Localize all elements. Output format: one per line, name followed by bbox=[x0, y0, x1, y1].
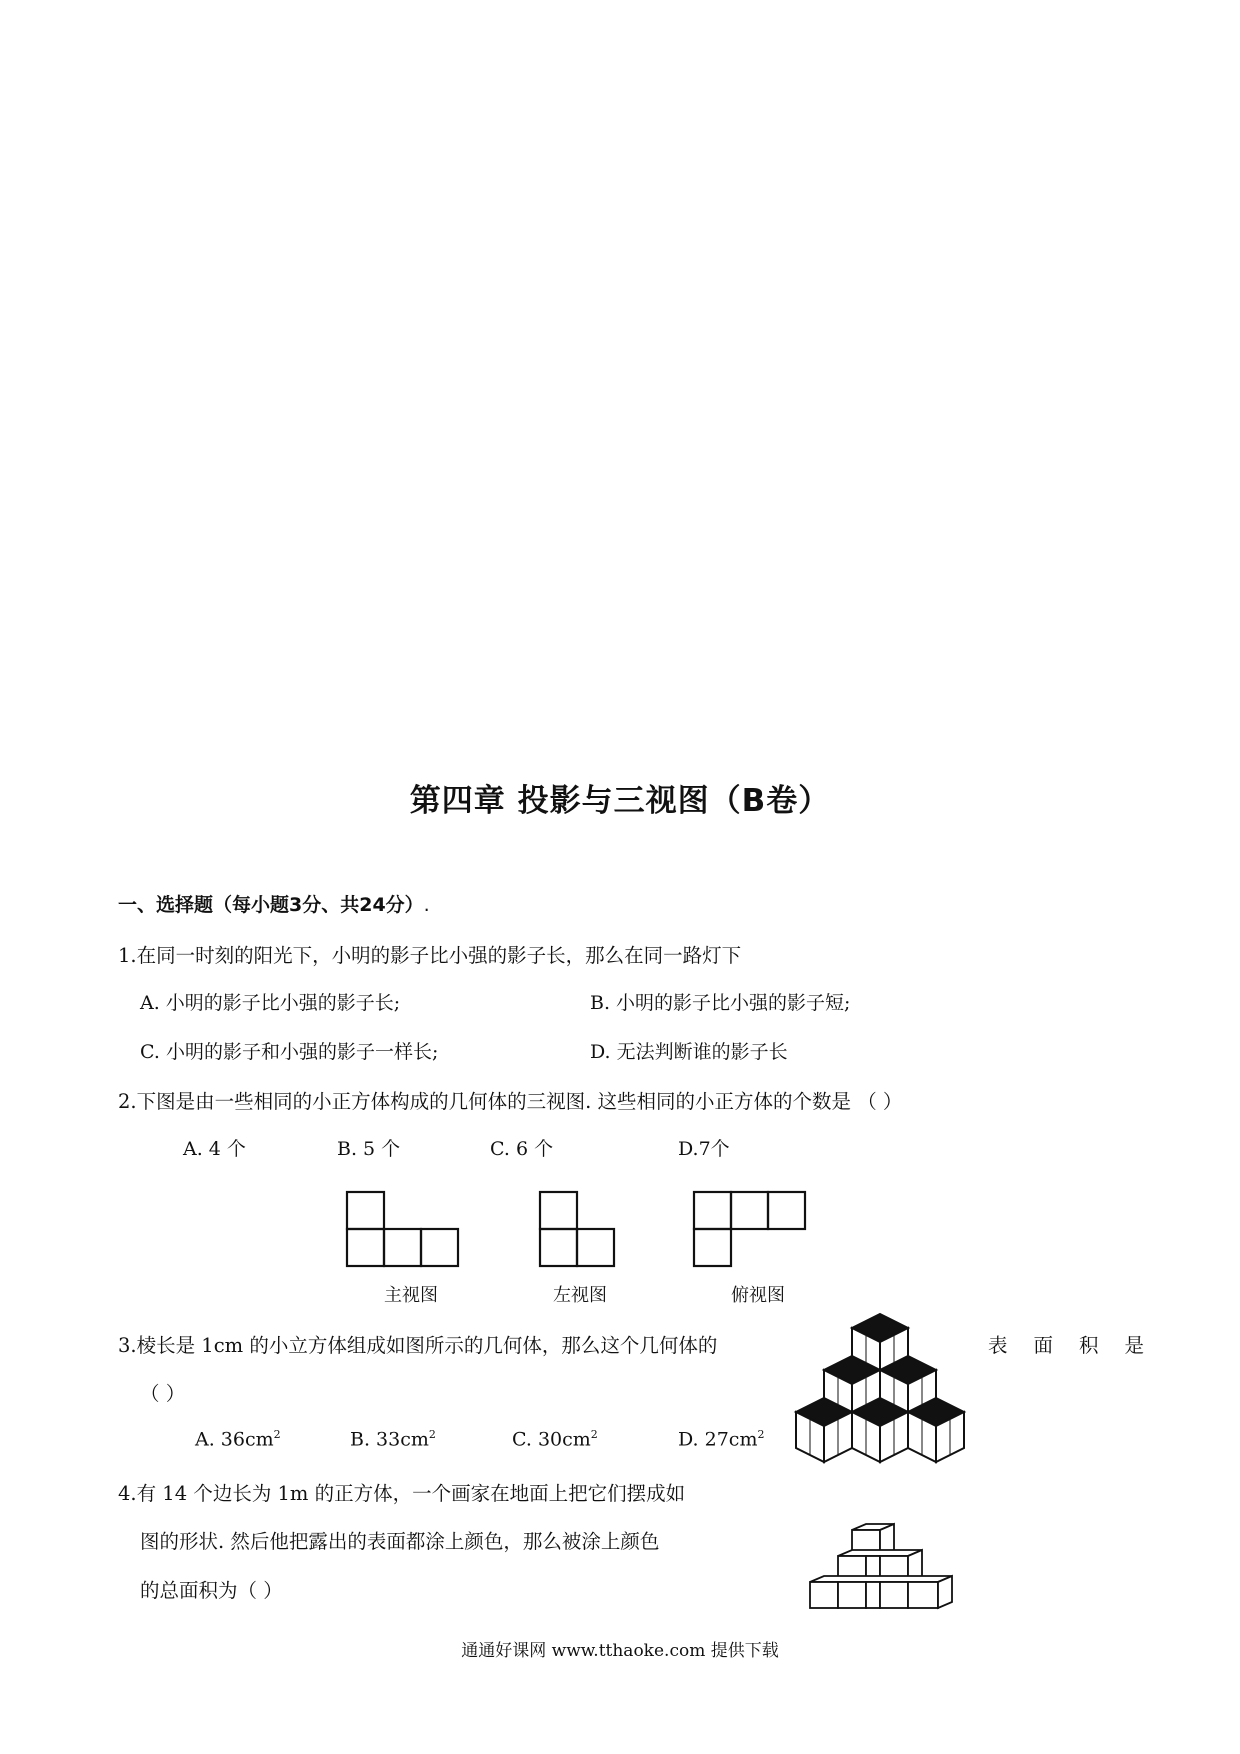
q1-option-c: C. 小明的影子和小强的影子一样长; bbox=[140, 1041, 439, 1063]
top-view-caption: 俯视图 bbox=[731, 1285, 785, 1306]
q1-option-d: D. 无法判断谁的影子长 bbox=[590, 1041, 788, 1063]
q3-option-a: A. $36cm^2$ bbox=[195, 1428, 281, 1451]
q3-stem-end: 表面积是 bbox=[988, 1334, 1171, 1357]
q2-option-b: B. 5 个 bbox=[337, 1138, 401, 1160]
q3-option-b: B. $33cm^2$ bbox=[350, 1428, 436, 1451]
q4-line-1: 4.有 14 个边长为 1m 的正方体，一个画家在地面上把它们摆成如 bbox=[118, 1482, 686, 1505]
q3-paren: （ ） bbox=[140, 1382, 186, 1405]
front-view-caption: 主视图 bbox=[384, 1285, 438, 1306]
q3-option-d: D. $27cm^2$ bbox=[678, 1428, 765, 1451]
q3-option-c: C. $30cm^2$ bbox=[512, 1428, 598, 1451]
q4-line-2: 图的形状. 然后他把露出的表面都涂上颜色，那么被涂上颜色 bbox=[140, 1530, 660, 1553]
q2-stem: 2.下图是由一些相同的小正方体构成的几何体的三视图. 这些相同的小正方体的个数是 （ ） bbox=[118, 1090, 903, 1113]
page-footer: 通通好课网 www.tthaoke.com 提供下载 bbox=[461, 1641, 779, 1661]
q1-option-a: A. 小明的影子比小强的影子长; bbox=[140, 992, 401, 1014]
q1-stem: 1.在同一时刻的阳光下，小明的影子比小强的影子长，那么在同一路灯下 bbox=[118, 944, 742, 967]
q2-option-a: A. 4 个 bbox=[183, 1138, 246, 1160]
section-heading: 一、选择题（每小题3分、共24分）. bbox=[118, 894, 430, 916]
page-title: 第四章 投影与三视图（B卷） bbox=[409, 783, 831, 819]
q4-line-3: 的总面积为（ ） bbox=[140, 1579, 283, 1602]
q3-stem: 3.棱长是 1cm 的小立方体组成如图所示的几何体，那么这个几何体的 bbox=[118, 1334, 718, 1357]
q2-option-c: C. 6 个 bbox=[490, 1138, 554, 1160]
q1-option-b: B. 小明的影子比小强的影子短; bbox=[590, 992, 851, 1014]
left-view-caption: 左视图 bbox=[553, 1285, 607, 1306]
q2-option-d: D.7个 bbox=[678, 1138, 730, 1160]
